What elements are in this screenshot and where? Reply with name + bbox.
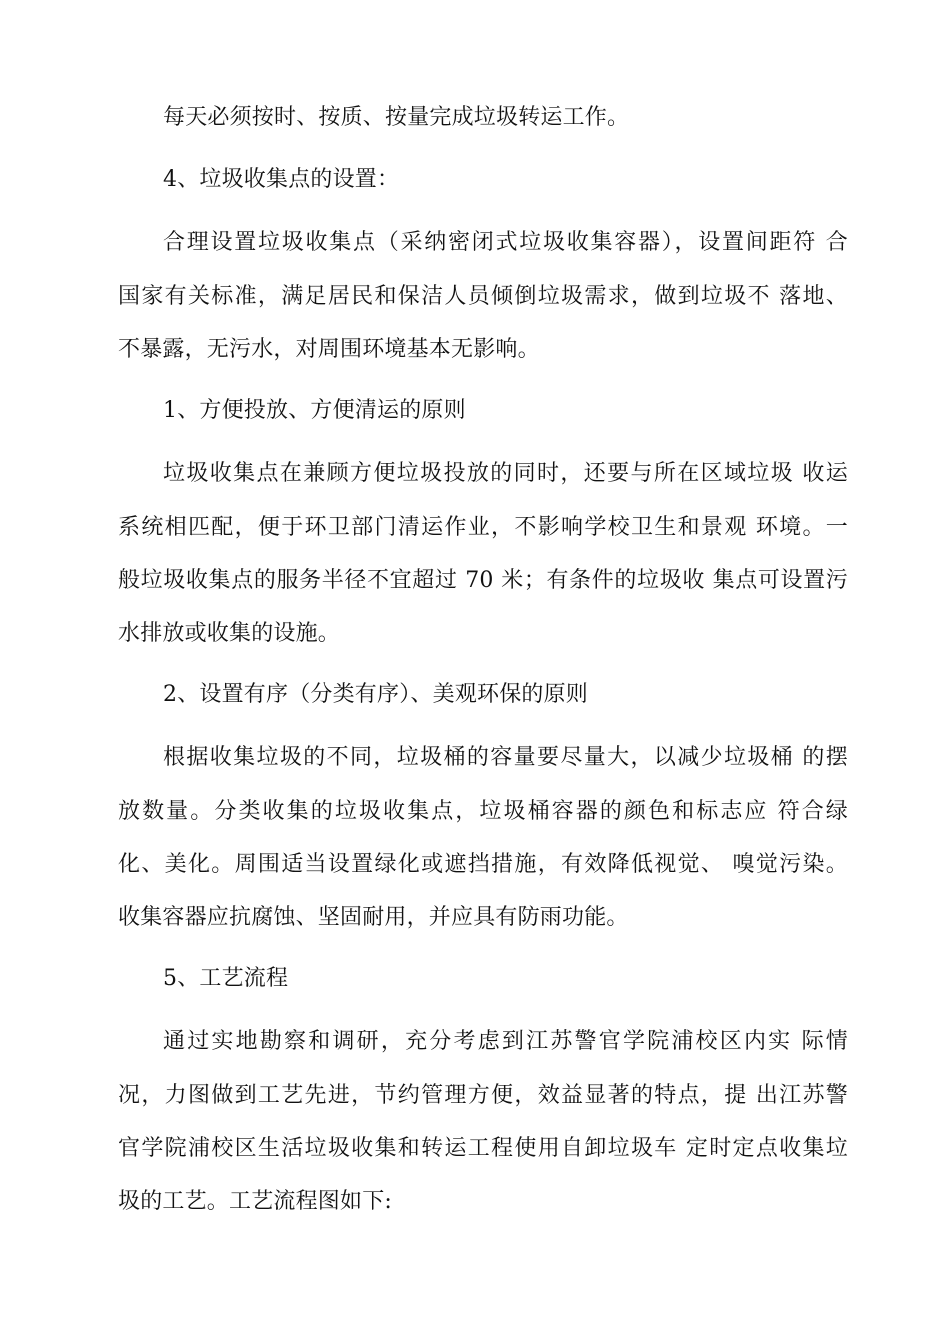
paragraph-line: 合理设置垃圾收集点（采纳密闭式垃圾收集容器），设置间距符 合 — [163, 230, 848, 255]
paragraph-line: 系统相匹配，便于环卫部门清运作业，不影响学校卫生和景观 环境。一 — [118, 515, 848, 540]
section-heading: 1、方便投放、方便清运的原则 — [163, 398, 466, 423]
paragraph-line: 每天必须按时、按质、按量完成垃圾转运工作。 — [163, 105, 630, 130]
paragraph-line: 况，力图做到工艺先进，节约管理方便，效益显著的特点，提 出江苏警 — [118, 1083, 848, 1108]
section-heading: 2、设置有序（分类有序）、美观环保的原则 — [163, 682, 588, 707]
section-heading: 5、工艺流程 — [163, 966, 289, 991]
paragraph-line: 不暴露，无污水，对周围环境基本无影响。 — [118, 337, 540, 362]
paragraph-line: 根据收集垃圾的不同，垃圾桶的容量要尽量大，以减少垃圾桶 的摆 — [163, 745, 848, 770]
paragraph-line: 放数量。分类收集的垃圾收集点，垃圾桶容器的颜色和标志应 符合绿 — [118, 799, 848, 824]
paragraph-line: 通过实地勘察和调研，充分考虑到江苏警官学院浦校区内实 际情 — [163, 1029, 848, 1054]
paragraph-line: 水排放或收集的设施。 — [118, 621, 341, 646]
section-heading: 4、垃圾收集点的设置： — [163, 167, 400, 192]
paragraph-line: 般垃圾收集点的服务半径不宜超过 70 米；有条件的垃圾收 集点可设置污 — [118, 568, 848, 593]
paragraph-line: 国家有关标准，满足居民和保洁人员倾倒垃圾需求，做到垃圾不 落地、 — [118, 284, 848, 309]
paragraph-line: 官学院浦校区生活垃圾收集和转运工程使用自卸垃圾车 定时定点收集垃 — [118, 1136, 848, 1161]
paragraph-line: 垃圾收集点在兼顾方便垃圾投放的同时，还要与所在区域垃圾 收运 — [163, 461, 848, 486]
paragraph-line: 圾的工艺。工艺流程图如下: — [118, 1189, 393, 1214]
paragraph-line: 收集容器应抗腐蚀、坚固耐用，并应具有防雨功能。 — [118, 905, 629, 930]
paragraph-line: 化、美化。周围适当设置绿化或遮挡措施，有效降低视觉、 嗅觉污染。 — [118, 852, 848, 877]
